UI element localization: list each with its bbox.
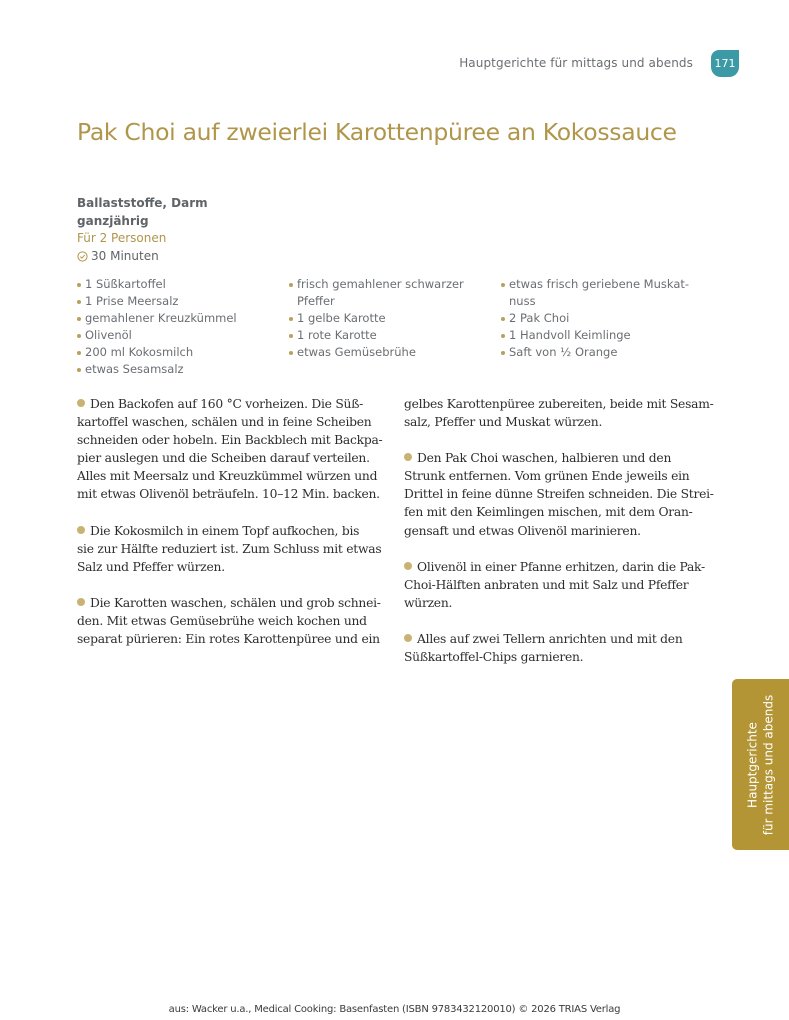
ingredient: 1 gelbe Karotte (289, 310, 489, 327)
bullet-icon (289, 351, 293, 355)
step-bullet-icon (404, 562, 412, 570)
ingredient: 1 Prise Meersalz (77, 293, 289, 310)
instruction-step: Olivenöl in einer Pfanne erhitzen, darin die Pak- Choi-Hälften anbraten und mit Salz und Pfeffer würzen. (404, 559, 705, 610)
bullet-icon (501, 334, 505, 338)
step-bullet-icon (77, 399, 85, 407)
bullet-icon (501, 317, 505, 321)
bullet-icon (289, 334, 293, 338)
instruction-step: Den Pak Choi waschen, halbieren und den Strunk entfernen. Vom grünen Ende jeweils ein Drittel in feine dünne Streifen schneiden. Die Strei- fen mit den Keimlingen mischen, mit dem Oran- gensaft und etwas Olivenöl marinieren. (404, 451, 714, 538)
ingredient: Saft von ½ Orange (501, 344, 713, 361)
step-bullet-icon (404, 453, 412, 461)
bullet-icon (289, 283, 293, 287)
bullet-icon (77, 368, 81, 372)
source-footer: aus: Wacker u.a., Medical Cooking: Basenfasten (ISBN 9783432120010) © 2026 TRIAS Verlag (168, 1004, 621, 1015)
running-head: Hauptgerichte für mittags und abends (459, 56, 693, 70)
ingredients-column-1 (77, 276, 289, 378)
ingredient: etwas Gemüsebrühe (289, 344, 489, 361)
instructions-right-column (404, 395, 714, 684)
ingredient: etwas frisch geriebene Muskat-nuss (501, 276, 694, 310)
instruction-step: Die Karotten waschen, schälen und grob schnei- den. Mit etwas Gemüsebrühe weich kochen und separat pürieren: Ein rotes Karottenpüree und ein (77, 595, 381, 647)
prep-time (77, 248, 208, 266)
instruction-step-continued: gelbes Karottenpüree zubereiten, beide mit Sesam- salz, Pfeffer und Muskat würzen. (404, 397, 714, 430)
instruction-step: Die Kokosmilch in einem Topf aufkochen, bis sie zur Hälfte reduziert ist. Zum Schluss mit etwas Salz und Pfeffer würzen. (77, 523, 382, 574)
instruction-step: Den Backofen auf 160 °C vorheizen. Die Süß- kartoffel waschen, schälen und in feine Scheiben schneiden oder hobeln. Ein Backblech mit Backpa- pier auslegen und die Scheiben darauf verteilen. Alles mit Meersalz und Kreuzkümmel würzen und mit etwas Olivenöl beträufeln. 10–12 Min. backen. (77, 397, 383, 502)
ingredient: frisch gemahlener schwarzer Pfeffer (289, 276, 477, 310)
step-bullet-icon (77, 526, 85, 534)
ingredient: etwas Sesamsalz (77, 361, 289, 378)
ingredient: 200 ml Kokosmilch (77, 344, 289, 361)
recipe-title: Pak Choi auf zweierlei Karottenpüree an Kokossauce (77, 118, 677, 146)
instructions-left-column (77, 395, 383, 666)
ingredients-list (77, 276, 713, 378)
bullet-icon (501, 351, 505, 355)
servings: Für 2 Personen (77, 231, 167, 245)
step-bullet-icon (404, 634, 412, 642)
bullet-icon (77, 351, 81, 355)
bullet-icon (289, 317, 293, 321)
recipe-meta (77, 195, 208, 265)
ingredient: 1 rote Karotte (289, 327, 489, 344)
page-number-badge: 171 (711, 50, 739, 77)
bullet-icon (501, 283, 505, 287)
step-bullet-icon (77, 598, 85, 606)
ingredients-column-3 (501, 276, 713, 378)
chapter-side-tab (732, 679, 789, 850)
chapter-side-tab-label: Hauptgerichte für mittags und abends (745, 694, 776, 835)
instruction-step: Alles auf zwei Tellern anrichten und mit den Süßkartoffel-Chips garnieren. (404, 631, 683, 665)
ingredient: gemahlener Kreuzkümmel (77, 310, 289, 327)
ingredient: Olivenöl (77, 327, 289, 344)
ingredient: 2 Pak Choi (501, 310, 713, 327)
ingredient: 1 Handvoll Keimlinge (501, 327, 713, 344)
bullet-icon (77, 300, 81, 304)
ingredients-column-2 (289, 276, 489, 378)
tag-category: Ballaststoffe, Darm (77, 196, 208, 210)
prep-time-label: 30 Minuten (91, 248, 159, 263)
bullet-icon (77, 283, 81, 287)
tag-season: ganzjährig (77, 213, 149, 228)
clock-icon (77, 251, 88, 262)
ingredient: 1 Süßkartoffel (77, 276, 289, 293)
bullet-icon (77, 317, 81, 321)
bullet-icon (77, 334, 81, 338)
